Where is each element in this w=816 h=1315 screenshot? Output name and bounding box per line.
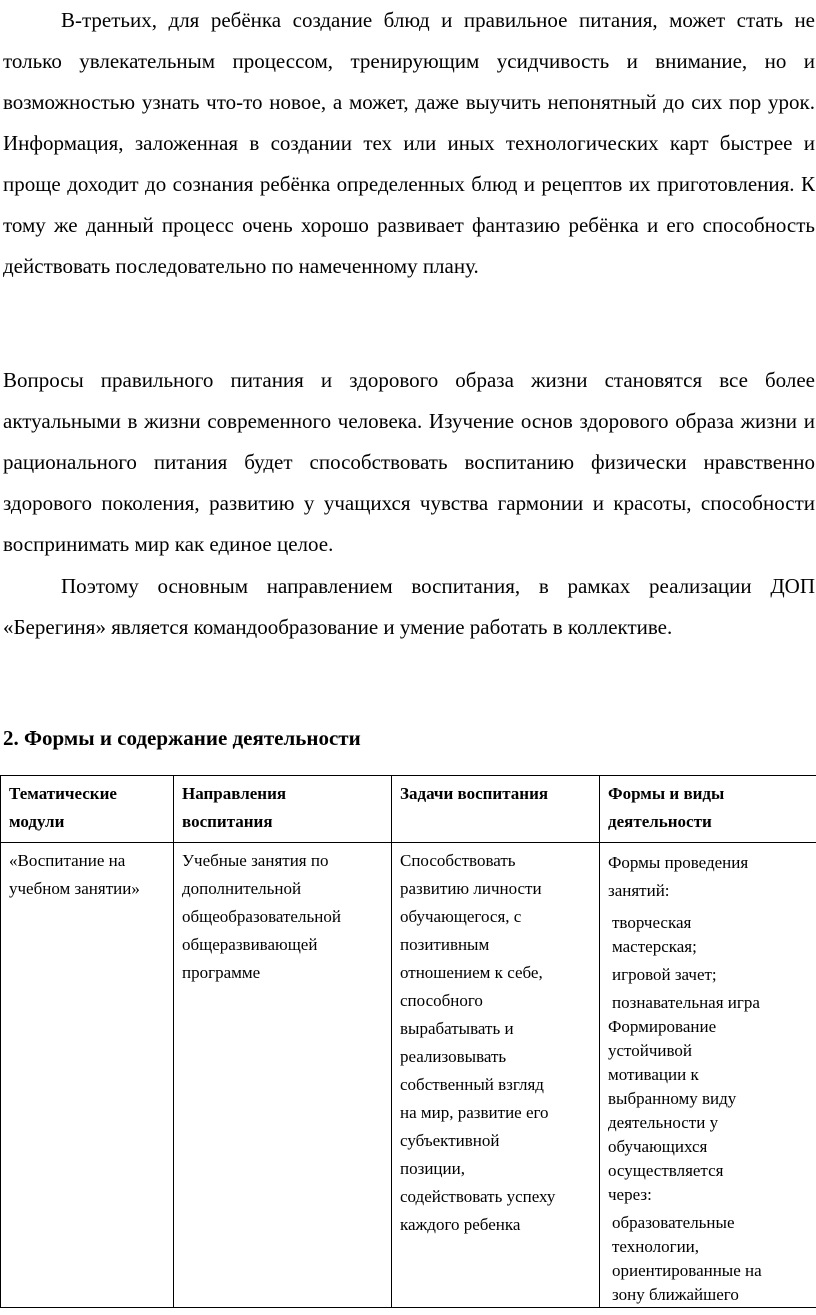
header-text: Задачи воспитания: [400, 780, 593, 808]
cell-text: на мир, развитие его: [400, 1099, 593, 1127]
paragraph-3: Поэтому основным направлением воспитания, в рамках реализации ДОП «Берегиня» является командообразование и умение работать в коллективе.: [3, 566, 815, 648]
cell-text: занятий:: [608, 877, 816, 905]
section-heading: 2. Формы и содержание деятельности: [3, 720, 361, 756]
cell-text: субъективной: [400, 1127, 593, 1155]
cell-text: дополнительной: [182, 875, 385, 903]
means-item: зону ближайшего: [608, 1283, 816, 1307]
cell-text: выбранному виду: [608, 1087, 816, 1111]
cell-text: отношением к себе,: [400, 959, 593, 987]
form-item: игровой зачет;: [608, 963, 816, 987]
header-thematic-modules: [1, 776, 174, 843]
header-text: модули: [9, 808, 167, 836]
cell-text: обучающегося, с: [400, 903, 593, 931]
header-tasks: [392, 776, 600, 843]
form-item: творческая: [608, 911, 816, 935]
cell-text: «Воспитание на: [9, 847, 167, 875]
table-header-row: [1, 776, 816, 843]
cell-text: каждого ребенка: [400, 1211, 593, 1239]
cell-text: деятельности у: [608, 1111, 816, 1135]
header-directions: [174, 776, 392, 843]
cell-text: способного: [400, 987, 593, 1015]
cell-text: позитивным: [400, 931, 593, 959]
cell-text: программе: [182, 959, 385, 987]
table-row: [1, 843, 816, 1308]
cell-text: реализовывать: [400, 1043, 593, 1071]
paragraph-1: В-третьих, для ребёнка создание блюд и правильное питания, может стать не только увлекательным процессом, тренирующим усидчивость и внимание, но и возможностью узнать что-то новое, а может, даже выучить непонятный до сих пор урок. Информация, заложенная в создании тех или иных технологических карт быстрее и проще доходит до сознания ребёнка определенных блюд и рецептов их приготовления. К тому же данный процесс очень хорошо развивает фантазию ребёнка и его способность действовать последовательно по намеченному плану.: [3, 0, 815, 287]
cell-text: общеразвивающей: [182, 931, 385, 959]
header-text: Формы и виды: [608, 780, 816, 808]
form-item: познавательная игра: [608, 991, 816, 1015]
cell-module: [1, 843, 174, 1308]
activity-table-container: [0, 775, 816, 1315]
cell-text: содействовать успеху: [400, 1183, 593, 1211]
cell-text: Формирование: [608, 1015, 816, 1039]
means-item: образовательные: [608, 1211, 816, 1235]
cell-tasks: [392, 843, 600, 1308]
cell-text: устойчивой: [608, 1039, 816, 1063]
cell-text: через:: [608, 1183, 816, 1207]
cell-text: вырабатывать и: [400, 1015, 593, 1043]
header-text: деятельности: [608, 808, 816, 836]
header-text: Тематические: [9, 780, 167, 808]
cell-text: учебном занятии»: [9, 875, 167, 903]
cell-text: Учебные занятия по: [182, 847, 385, 875]
means-item: ориентированные на: [608, 1259, 816, 1283]
cell-direction: [174, 843, 392, 1308]
cell-text: собственный взгляд: [400, 1071, 593, 1099]
cell-text: общеобразовательной: [182, 903, 385, 931]
cell-text: позиции,: [400, 1155, 593, 1183]
paragraph-2: Вопросы правильного питания и здорового образа жизни становятся все более актуальными в жизни современного человека. Изучение основ здорового образа жизни и рационального питания будет способствовать воспитанию физически нравственно здорового поколения, развитию у учащихся чувства гармонии и красоты, способности воспринимать мир как единое целое.: [3, 360, 815, 565]
header-forms: [600, 776, 816, 843]
cell-forms: [600, 843, 816, 1308]
activity-table: [0, 775, 816, 1308]
cell-text: осуществляется: [608, 1159, 816, 1183]
form-item: мастерская;: [608, 935, 816, 959]
cell-text: обучающихся: [608, 1135, 816, 1159]
header-text: воспитания: [182, 808, 385, 836]
cell-text: мотивации к: [608, 1063, 816, 1087]
cell-text: Способствовать: [400, 847, 593, 875]
cell-text: Формы проведения: [608, 849, 816, 877]
means-item: технологии,: [608, 1235, 816, 1259]
cell-text: развитию личности: [400, 875, 593, 903]
header-text: Направления: [182, 780, 385, 808]
